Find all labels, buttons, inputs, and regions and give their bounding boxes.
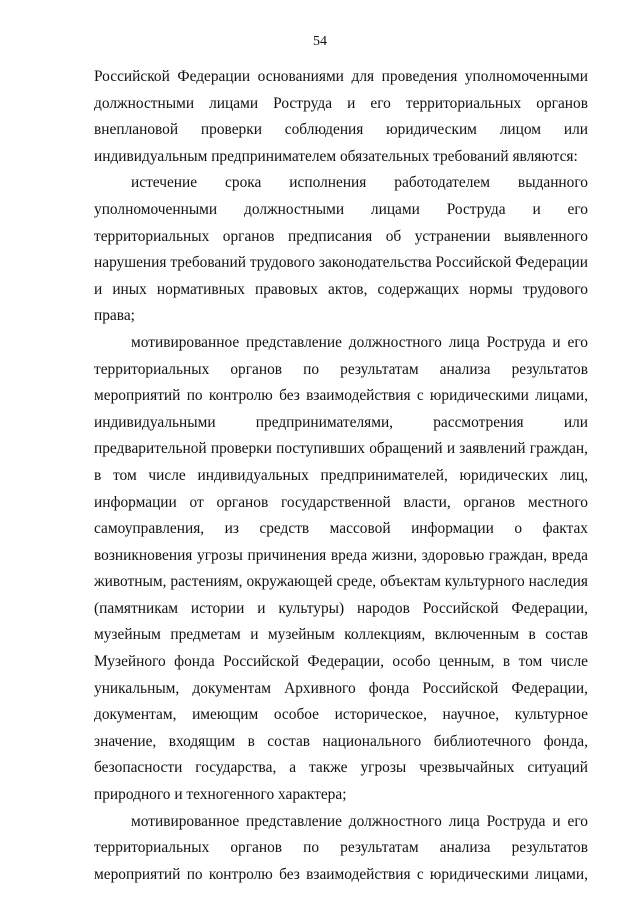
paragraph-motivated-submission-continued: мотивированное представление должностного лица Роструда и его территориальных органов по результатам анализа результатов мероприятий по контролю без взаимодействия с юридическими лицами, bbox=[94, 812, 588, 883]
paragraph-continuation: Российской Федерации основаниями для проведения уполномоченными должностными лицами Роструда и его территориальных органов внеплановой проверки соблюдения юридическим лицом или индивидуальным предпринимателем обязательных требований являются: bbox=[94, 68, 588, 165]
document-body bbox=[94, 64, 588, 883]
paragraph-motivated-submission: мотивированное представление должностного лица Роструда и его территориальных органов по результатам анализа результатов мероприятий по контролю без взаимодействия с юридическими лицами, индивидуальными предпринимателями, рассмотрения или предварительной проверки поступивших обращений и заявлений граждан, в том числе индивидуальных предпринимателей, юридических лиц, информации от органов государственной власти, органов местного самоуправления, из средств массовой информации о фактах возникновения угрозы причинения вреда жизни, здоровью граждан, вреда животным, растениям, окружающей среде, объектам культурного наследия (памятникам истории и культуры) народов Российской Федерации, музейным предметам и музейным коллекциям, включенным в состав Музейного фонда Российской Федерации, особо ценным, в том числе уникальным, документам Архивного фонда Российской Федерации, документам, имеющим особое историческое, научное, культурное значение, входящим в состав национального библиотечного фонда, безопасности государства, а также угрозы чрезвычайных ситуаций природного и техногенного характера; bbox=[94, 333, 588, 804]
page-number: 54 bbox=[313, 34, 327, 49]
paragraph-prescription-deadline: истечение срока исполнения работодателем выданного уполномоченными должностными лицами Роструда и его территориальных органов предписания об устранении выявленного нарушения требований трудового законодательства Российской Федерации и иных нормативных правовых актов, содержащих нормы трудового права; bbox=[94, 174, 588, 325]
